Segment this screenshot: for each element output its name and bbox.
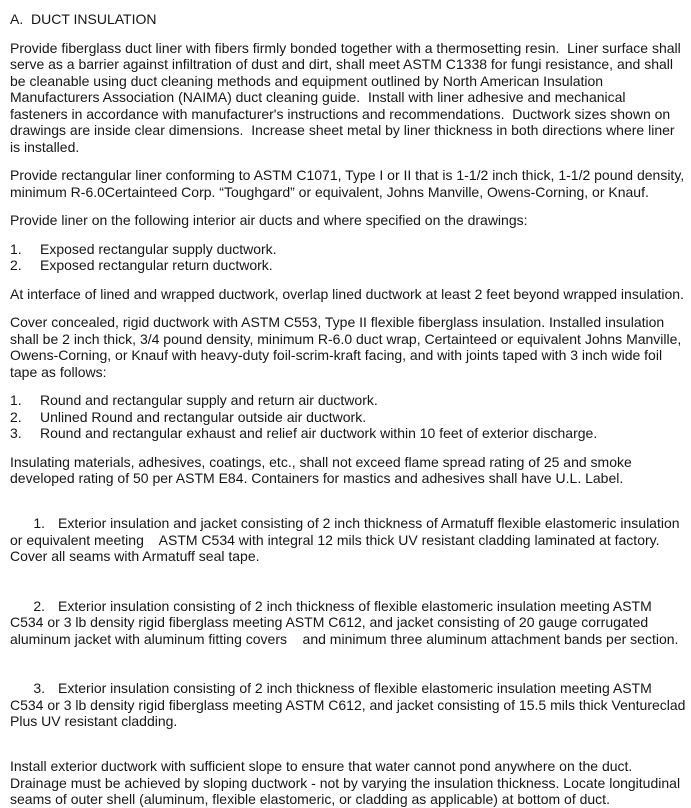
exterior-insulation-options	[10, 499, 690, 747]
list-item-text: Unlined Round and rectangular outside air ductwork.	[40, 408, 367, 425]
section-letter: A.	[10, 11, 24, 27]
interior-duct-list	[10, 241, 686, 274]
list-item-text: Exposed rectangular supply ductwork.	[40, 240, 277, 257]
paragraph-concealed-ductwork: Cover concealed, rigid ductwork with ASTM C553, Type II flexible fiberglass insulation. Installed insulation shall be 2 inch thick, 3/4 pound density, minimum R-6.0 duct wrap, Certainteed or equivalent Johns Manville, Owens-Corning, or Knauf with heavy-duty foil-scrim-kraft facing, and with joints taped with 3 inch wide foil tape as follows:	[10, 314, 686, 380]
exterior-option-text: Exterior insulation consisting of 2 inch thickness of flexible elastomeric insulation meeting ASTM C534 or 3 lb density rigid fiberglass meeting ASTM C612, and jacket consisting of 15.5 mils thick Ventureclad Plus UV resistant cladding.	[10, 680, 690, 729]
exterior-option-number: 2.	[33, 597, 46, 614]
list-item-number: 2.	[10, 408, 22, 425]
duct-wrap-list	[10, 392, 686, 442]
list-item	[10, 257, 686, 274]
section-title: DUCT INSULATION	[31, 11, 157, 27]
list-item-number: 2.	[10, 257, 22, 273]
list-item	[10, 392, 686, 409]
exterior-option	[10, 664, 690, 747]
exterior-option-text: Exterior insulation consisting of 2 inch thickness of flexible elastomeric insulation meeting ASTM C534 or 3 lb density rigid fiberglass meeting ASTM C612, and jacket consisting of 20 gauge corrugated aluminum jacket with aluminum fitting covers and minimum three aluminum attachment bands per section.	[10, 597, 679, 647]
list-item-text: Round and rectangular supply and return air ductwork.	[40, 392, 378, 408]
list-item-number: 1.	[10, 392, 22, 408]
exterior-option-number: 1.	[33, 515, 46, 531]
list-item-text: Round and rectangular exhaust and relief air ductwork within 10 feet of exterior discharge.	[40, 425, 598, 441]
paragraph-liner-locations-intro: Provide liner on the following interior air ducts and where specified on the drawings:	[10, 212, 528, 228]
paragraph-liner-spec: Provide fiberglass duct liner with fibers firmly bonded together with a thermosetting resin. Liner surface shall serve as a barrier against infiltration of dust and dirt, shall meet ASTM C1338 for fungi resistance, and shall be cleanable using duct cleaning methods and equipment outlined by North American Insulation Manufacturers Association (NAIMA) duct cleaning guide. Install with liner adhesive and mechanical fasteners in accordance with manufacturer's instructions and recommendations. Ductwork sizes shown on drawings are inside clear dimensions. Increase sheet metal by liner thickness in both directions where liner is installed.	[10, 39, 685, 155]
paragraph-flame-spread: Insulating materials, adhesives, coatings, etc., shall not exceed flame spread rating of 25 and smoke developed rating of 50 per ASTM E84. Containers for mastics and adhesives shall have U.L. Label.	[10, 453, 636, 486]
section-heading	[10, 11, 686, 28]
paragraph-exterior-slope: Install exterior ductwork with sufficient slope to ensure that water cannot pond anywhere on the duct. Drainage must be achieved by sloping ductwork - not by varying the insulation thickness. Locate longitudinal seams of outer shell (aluminum, flexible elastomeric, or cladding as applicable) at bottom of duct.	[10, 758, 684, 807]
list-item	[10, 409, 686, 426]
list-item-number: 1.	[10, 240, 22, 257]
list-item-number: 3.	[10, 425, 22, 441]
exterior-option-number: 3.	[33, 680, 46, 696]
list-item	[10, 241, 686, 258]
paragraph-interface-overlap: At interface of lined and wrapped ductwork, overlap lined ductwork at least 2 feet beyond wrapped insulation.	[10, 285, 684, 302]
paragraph-rectangular-liner: Provide rectangular liner conforming to ASTM C1071, Type I or II that is 1-1/2 inch thick, 1-1/2 pound density, minimum R-6.0Certainteed Corp. “Toughgard” or equivalent, Johns Manville, Owens-Corning, or Knauf.	[10, 167, 689, 200]
list-item-text: Exposed rectangular return ductwork.	[40, 257, 273, 273]
list-item	[10, 425, 686, 442]
exterior-option-text: Exterior insulation and jacket consisting of 2 inch thickness of Armatuff flexible elastomeric insulation or equivalent meeting ASTM C534 with integral 12 mils thick UV resistant cladding laminated at factory. Cover all seams with Armatuff seal tape.	[10, 515, 684, 564]
exterior-option	[10, 581, 686, 664]
exterior-option	[10, 499, 686, 582]
